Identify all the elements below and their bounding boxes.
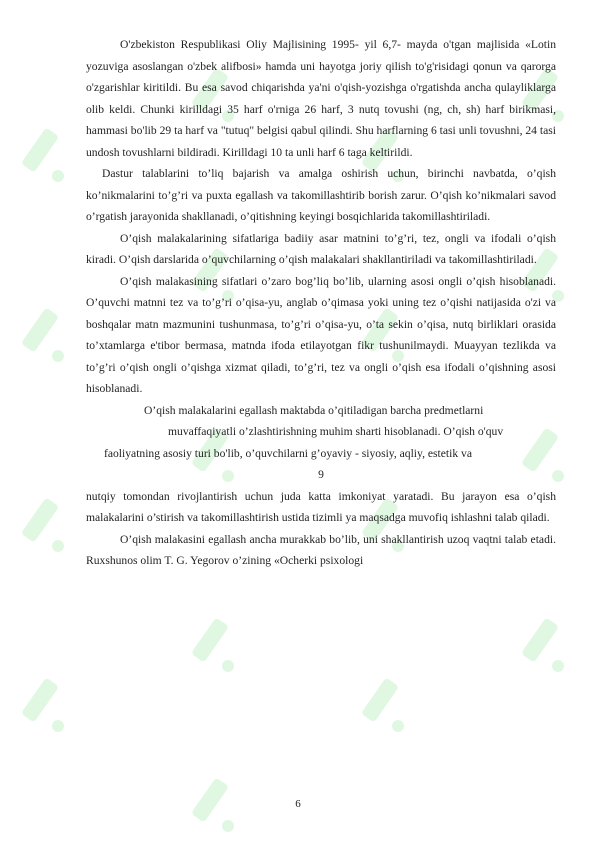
- document-body: [86, 34, 556, 572]
- watermark-dot: [52, 540, 64, 552]
- inset-line-3: faoliyatning asosiy turi bo'lib, o’quvchilarni g’oyaviy - siyosiy, aqliy, estetik va: [104, 446, 472, 460]
- watermark-mark: [521, 617, 559, 662]
- watermark-dot: [222, 660, 234, 672]
- inline-page-number: 9: [318, 468, 324, 481]
- watermark-mark: [191, 617, 229, 662]
- watermark-mark: [21, 127, 59, 172]
- watermark-dot: [52, 720, 64, 732]
- watermark-mark: [21, 497, 59, 542]
- page-number: 6: [295, 798, 301, 810]
- watermark-dot: [222, 820, 234, 832]
- watermark-dot: [52, 170, 64, 182]
- watermark-mark: [361, 677, 399, 722]
- watermark-mark: [21, 307, 59, 352]
- paragraph-4: O’qish malakasining sifatlari o’zaro bog’liq bo’lib, ularning asosi ongli o’qish hisoblanadi. O’quvchi matnni tez va to’g’ri o’qisa-yu, anglab o’qimasa yoki uning tez o’qishi natijasida o'zi va boshqalar matn mazmunini tushunmasa, to’g’ri o’qisa-yu, o’ta sekin o’qisa, nutq birliklari orasida to’xtamlarga e'tibor bermasa, matnda ifoda etilayotgan fikr tushunilmaydi. Muayyan tezlikda va to’g’ri o’qish ongli o’qishga xizmat qiladi, to’g’ri, tez va ongli o’qish esa ifodali o’qishning asosi hisoblanadi.: [86, 274, 556, 395]
- watermark-mark: [21, 677, 59, 722]
- inset-line-1: O’qish malakalarini egallash maktabda o’qitiladigan barcha predmetlarni: [144, 403, 484, 417]
- watermark-dot: [392, 720, 404, 732]
- watermark-dot: [552, 660, 564, 672]
- inset-line-2: muvaffaqiyatli o’zlashtirishning muhim sharti hisoblanadi. O’qish o'quv: [168, 425, 504, 438]
- paragraph-3: O’qish malakalarining sifatlariga badiiy asar matnini to’g’ri, tez, ongli va ifodali o’qish kiradi. O’qish darslarida o’quvchilarning o’qish malakalari shakllantiriladi va takomillashtiriladi.: [86, 231, 556, 266]
- paragraph-1: O'zbekiston Respublikasi Oliy Majlisining 1995- yil 6,7- mayda o'tgan majlisida «Lotin yozuviga asoslangan o'zbek alifbosi» hamda uni hayotga joriy qilish to'g'risidagi qonun va qarorga o'zgarishlar kiritildi. Bu esa savod chiqarishda ya'ni o'qish-yozishga o'rgatishda ancha qulayliklarga olib keldi. Chunki kirilldagi 35 harf o'rniga 26 harf, 3 nutq tovushi (ng, ch, sh) harf birikmasi, hammasi bo'lib 29 ta harf va "tutuq" belgisi qabul qilindi. Shu harflarning 6 tasi unli tovushni, 24 tasi undosh tovushlarni bildiradi. Kirilldagi 10 ta unli harf 6 taga keltirildi.: [86, 38, 556, 159]
- paragraph-6: O’qish malakasini egallash ancha murakkab bo’lib, uni shakllantirish uzoq vaqtni talab etadi. Ruxshunos olim T. G. Yegorov o’zining «Ocherki psixologi: [86, 532, 556, 567]
- inset-block: [86, 400, 556, 486]
- paragraph-2: Dastur talablarini to’liq bajarish va amalga oshirish uchun, birinchi navbatda, o’qish ko’nikmalarini to’g’ri va puxta egallash va takomillashtirib borish zarur. O’qish ko’nikmalari savod o’rgatish jarayonida shakllanadi, o’qitishning keyingi bosqichlarida takomillashtiriladi.: [86, 167, 556, 223]
- paragraph-5: nutqiy tomondan rivojlantirish uchun juda katta imkoniyat yaratadi. Bu jarayon esa o’qish malakalarini o’stirish va takomillashtirish ustida tizimli ya maqsadga muvofiq ishlashni talab qiladi.: [86, 489, 556, 524]
- watermark-dot: [52, 350, 64, 362]
